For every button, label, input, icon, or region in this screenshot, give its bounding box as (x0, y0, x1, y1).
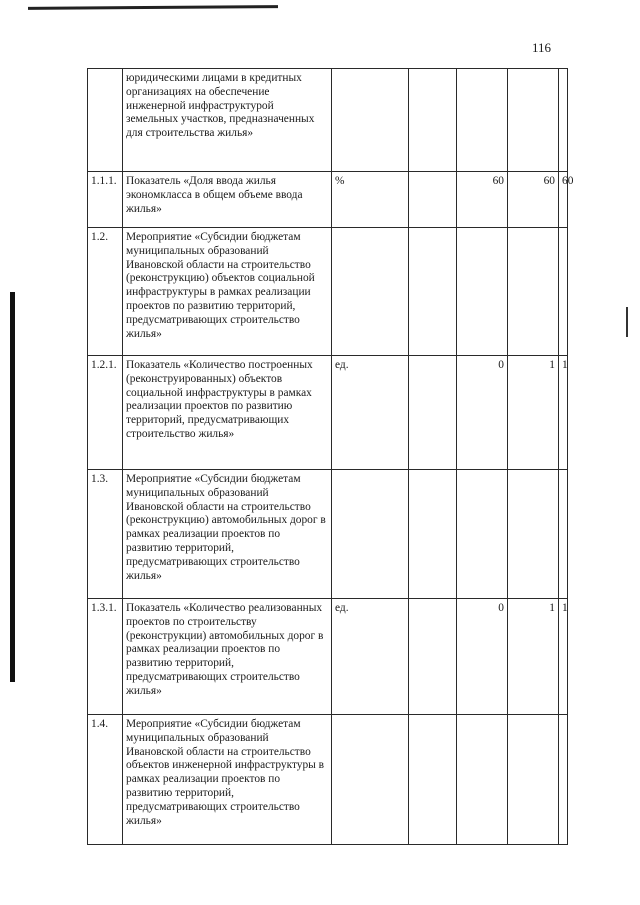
scan-artifact-left-bar (10, 292, 15, 682)
page-number: 116 (532, 40, 552, 55)
table-row (88, 356, 568, 470)
row-value-2: 0 (457, 356, 508, 470)
table-row (88, 599, 568, 715)
row-value-3 (508, 470, 559, 599)
table-row (88, 69, 568, 172)
row-value-1 (409, 470, 457, 599)
row-value-1 (409, 599, 457, 715)
row-value-3: 60 (508, 172, 559, 228)
row-unit: ед. (332, 356, 409, 470)
row-value-2 (457, 470, 508, 599)
row-value-1 (409, 228, 457, 356)
row-number: 1.1.1. (88, 172, 123, 228)
row-name: Мероприятие «Субсидии бюджетам муниципальных образований Ивановской области на строительство (реконструкцию) автомобильных дорог в рамках реализации проектов по развитию территорий, предусматривающих строительство жилья» (123, 470, 332, 599)
row-unit: % (332, 172, 409, 228)
scan-artifact-top-line (28, 5, 278, 10)
row-name: Мероприятие «Субсидии бюджетам муниципальных образований Ивановской области на строительство (реконструкцию) объектов социальной инфраструктуры в рамках реализации проектов по развитию территорий, предусматривающих строительство жилья» (123, 228, 332, 356)
row-value-3: 1 (508, 356, 559, 470)
table-row (88, 715, 568, 845)
row-value-3 (508, 228, 559, 356)
indicators-table (87, 68, 574, 845)
row-value-4 (559, 228, 568, 356)
row-value-4: 1 (559, 356, 568, 470)
scan-artifact-right-mark (626, 307, 628, 337)
row-value-2 (457, 228, 508, 356)
row-value-3: 1 (508, 599, 559, 715)
row-unit (332, 715, 409, 845)
row-value-2 (457, 715, 508, 845)
row-value-4 (559, 715, 568, 845)
row-value-1 (409, 715, 457, 845)
row-number (88, 69, 123, 172)
row-unit (332, 228, 409, 356)
row-value-4: 1 (559, 599, 568, 715)
row-value-4 (559, 470, 568, 599)
table-row (88, 470, 568, 599)
row-value-3 (508, 69, 559, 172)
row-name: Показатель «Доля ввода жилья экономкласса в общем объеме ввода жилья» (123, 172, 332, 228)
row-name: юридическими лицами в кредитных организациях на обеспечение инженерной инфраструктурой земельных участков, предназначенных для строительства жилья» (123, 69, 332, 172)
row-value-2 (457, 69, 508, 172)
row-value-2: 60 (457, 172, 508, 228)
row-value-4 (559, 69, 568, 172)
row-value-3 (508, 715, 559, 845)
row-value-2: 0 (457, 599, 508, 715)
row-value-1 (409, 172, 457, 228)
row-number: 1.2. (88, 228, 123, 356)
row-unit: ед. (332, 599, 409, 715)
table-row (88, 172, 568, 228)
row-number: 1.2.1. (88, 356, 123, 470)
row-name: Показатель «Количество построенных (реконструированных) объектов социальной инфраструктуры в рамках реализации проектов по развитию территорий, предусматривающих строительство жилья» (123, 356, 332, 470)
table-body (88, 69, 574, 845)
row-name: Мероприятие «Субсидии бюджетам муниципальных образований Ивановской области на строительство объектов инженерной инфраструктуры в рамках реализации проектов по развитию территорий, предусматривающих строительство жилья» (123, 715, 332, 845)
row-value-1 (409, 69, 457, 172)
row-unit (332, 69, 409, 172)
row-number: 1.4. (88, 715, 123, 845)
row-name: Показатель «Количество реализованных проектов по строительству (реконструкции) автомобильных дорог в рамках реализации проектов по развитию территорий, предусматривающих строительство жилья» (123, 599, 332, 715)
row-value-4: 60 (559, 172, 568, 228)
row-value-1 (409, 356, 457, 470)
table-row (88, 228, 568, 356)
row-unit (332, 470, 409, 599)
row-number: 1.3. (88, 470, 123, 599)
row-number: 1.3.1. (88, 599, 123, 715)
